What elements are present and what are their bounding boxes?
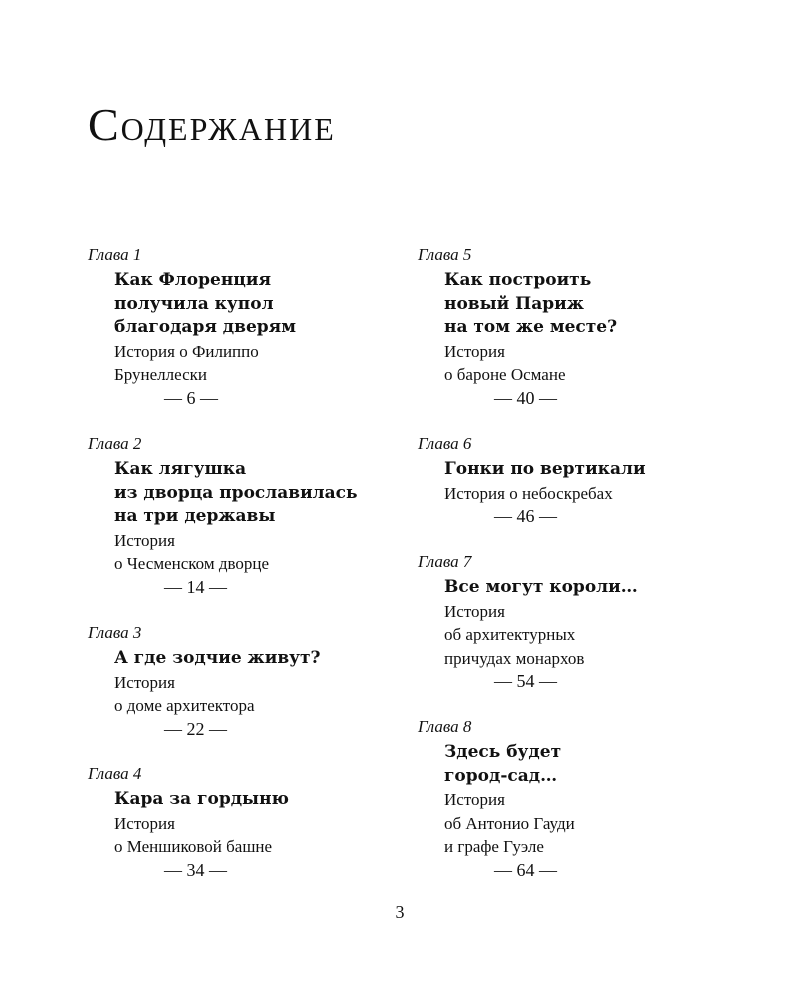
chapter-page-number: — 40 —: [494, 387, 557, 408]
chapter-label: Глава 5: [418, 245, 472, 264]
chapter-title: Гонки по вертикали: [444, 459, 646, 479]
chapter-label: Глава 7: [418, 552, 472, 571]
chapter-subtitle: История о бароне Османе: [444, 341, 566, 384]
chapter-label: Глава 3: [88, 623, 142, 642]
toc-entry-chapter-7[interactable]: [418, 553, 638, 694]
chapter-subtitle: История о Филиппо Брунеллески: [114, 341, 259, 384]
folio-page-number: 3: [395, 902, 405, 922]
chapter-page-number: — 22 —: [164, 718, 227, 739]
chapter-title: А где зодчие живут?: [114, 648, 321, 668]
toc-entry-chapter-8[interactable]: [418, 718, 575, 882]
chapter-subtitle: История о Чесменском дворце: [114, 530, 270, 573]
chapter-subtitle: История о Меншиковой башне: [114, 813, 273, 856]
chapter-page-number: — 6 —: [164, 387, 218, 408]
chapter-subtitle: История о доме архитектора: [114, 672, 255, 715]
toc-entry-chapter-3[interactable]: [88, 624, 321, 741]
toc-entry-chapter-2[interactable]: [88, 435, 358, 599]
toc-entry-chapter-5[interactable]: [418, 246, 617, 410]
toc-entry-chapter-4[interactable]: [88, 765, 289, 882]
chapter-page-number: — 54 —: [494, 671, 557, 691]
chapter-subtitle: История об архитектурных причудах монархов: [444, 601, 585, 668]
toc-entry-chapter-1[interactable]: [88, 246, 296, 410]
chapter-title: Все могут короли…: [444, 577, 638, 597]
chapter-subtitle: История об Антонио Гауди и графе Гуэле: [444, 790, 575, 856]
chapter-subtitle: История о небоскребах: [444, 483, 613, 503]
chapter-label: Глава 1: [88, 245, 142, 264]
chapter-title: Кара за гордыню: [114, 789, 289, 809]
chapter-label: Глава 4: [88, 764, 142, 783]
chapter-page-number: — 14 —: [164, 576, 227, 597]
chapter-page-number: — 34 —: [164, 859, 227, 880]
chapter-title: Здесь будет город-сад…: [444, 742, 562, 786]
chapter-title: Как лягушка из дворца прославилась на три державы: [114, 459, 358, 526]
chapter-label: Глава 8: [418, 717, 472, 736]
chapter-label: Глава 6: [418, 434, 472, 453]
chapter-title: Как построить новый Париж на том же месте?: [444, 270, 618, 337]
chapter-page-number: — 64 —: [494, 859, 557, 880]
page-title: Содержание: [88, 99, 336, 150]
toc-entry-chapter-6[interactable]: [418, 435, 646, 529]
chapter-label: Глава 2: [88, 434, 142, 453]
chapter-page-number: — 46 —: [494, 506, 557, 526]
chapter-title: Как Флоренция получила купол благодаря дверям: [114, 270, 296, 337]
